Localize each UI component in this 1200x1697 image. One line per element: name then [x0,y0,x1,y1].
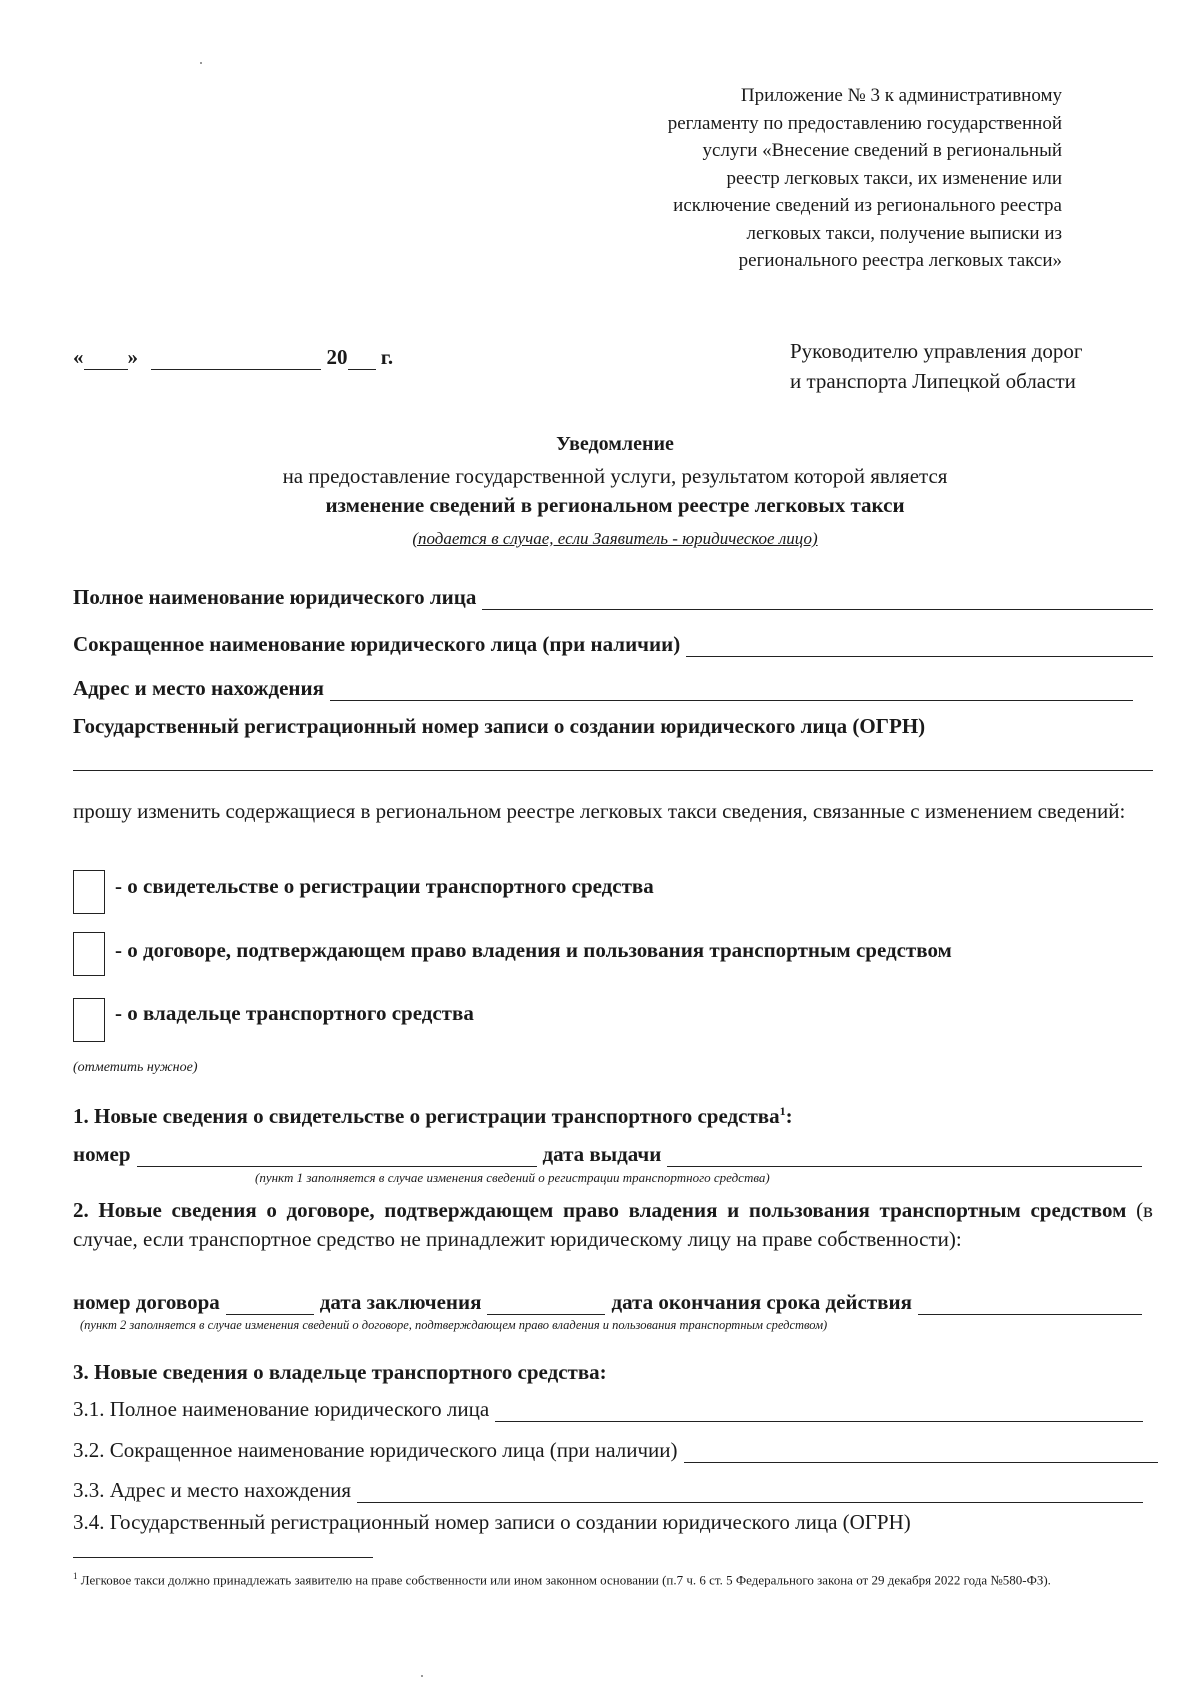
expiry-date-input[interactable] [918,1292,1142,1315]
section1-fields [73,1142,1148,1167]
option-checkbox-owner[interactable] [73,998,105,1042]
option-row [73,998,474,1042]
section1-colon: : [785,1104,793,1128]
appendix-line: реестр легковых такси, их изменение или [726,167,1062,189]
year-blank[interactable] [348,347,376,370]
footnote-ref: 1 [779,1104,786,1118]
short-name-field [73,632,1153,657]
options-note: (отметить нужное) [73,1060,198,1075]
section3-item [73,1397,1143,1422]
section3-item-label: 3.2. Сокращенное наименование юридического лица (при наличии) [73,1438,678,1462]
section3-item [73,1510,1158,1535]
year-suffix: г. [380,345,394,369]
option-row [73,870,654,914]
option-label: - о свидетельстве о регистрации транспортного средства [115,873,654,898]
date-close-quote: » [127,345,138,369]
scan-speck [421,1675,423,1677]
year-prefix: 20 [326,345,348,369]
section2-heading-bold: 2. Новые сведения о договоре, подтверждающем право владения и пользования транспортным средством [73,1198,1127,1222]
date-line [73,345,393,370]
conclusion-date-label: дата заключения [319,1290,482,1314]
request-text: прошу изменить содержащиеся в региональном реестре легковых такси сведения, связанные с изменением сведений: [73,799,1126,823]
addressee-line: Руководителю управления дорог [790,339,1083,363]
contract-number-input[interactable] [226,1292,314,1315]
option-checkbox-registration[interactable] [73,870,105,914]
section1-note: (пункт 1 заполняется в случае изменения сведений о регистрации транспортного средства) [255,1170,770,1185]
address-label: Адрес и место нахождения [73,676,324,700]
conclusion-date-input[interactable] [487,1292,605,1315]
section3-item [73,1478,1143,1503]
appendix-line: услуги «Внесение сведений в региональный [702,140,1062,161]
full-name-label: Полное наименование юридического лица [73,585,477,609]
option-row [73,932,952,976]
appendix-line: регламенту по предоставлению государственной [667,112,1062,134]
ogrn-input[interactable] [73,770,1153,771]
address-field [73,676,1133,701]
day-blank[interactable] [84,347,128,370]
section3-item [73,1438,1158,1463]
addressee [790,336,1083,396]
section2-heading-rest: (в случае, если транспортное средство не принадлежит юридическому лицу на праве собственности): [73,1198,1153,1251]
section3-heading: 3. Новые сведения о владельце транспортного средства: [73,1360,607,1384]
footnote [73,1566,1158,1590]
appendix-line: легковых такси, получение выписки из [746,222,1062,244]
section2-note: (пункт 2 заполняется в случае изменения сведений о договоре, подтверждающем право владения и пользования транспортным средством) [80,1318,828,1332]
appendix-header [542,82,1062,275]
option-label: - о договоре, подтверждающем право владения и пользования транспортным средством [115,937,952,962]
issue-date-label: дата выдачи [542,1142,662,1166]
section2-heading [73,1196,1153,1254]
document-title: Уведомление [556,433,674,455]
section2-fields [73,1290,1148,1315]
title-note [140,529,1090,549]
date-open-quote: « [73,345,84,369]
section3-item-label: 3.1. Полное наименование юридического лица [73,1397,490,1421]
appendix-line: Приложение № 3 к административному [740,85,1062,106]
appendix-line: исключение сведений из регионального реестра [673,195,1062,216]
full-name-input[interactable] [482,587,1153,610]
short-name-label: Сокращенное наименование юридического лица (при наличии) [73,632,681,656]
owner-address-input[interactable] [357,1480,1143,1503]
full-name-field [73,585,1153,610]
ogrn-label: Государственный регистрационный номер записи о создании юридического лица (ОГРН) [73,714,926,738]
title-subtitle: на предоставление государственной услуги, результатом которой является [282,464,948,488]
issue-date-input[interactable] [667,1144,1142,1167]
scan-speck [200,62,202,64]
section3-item-label: 3.3. Адрес и место нахождения [73,1478,351,1502]
title-note-text: (подается в случае, если Заявитель - юридическое лицо) [412,529,818,548]
section1-heading [73,1104,793,1129]
section1-heading-text: 1. Новые сведения о свидетельстве о регистрации транспортного средства [73,1104,780,1128]
expiry-date-label: дата окончания срока действия [611,1290,912,1314]
option-label: - о владельце транспортного средства [115,1000,474,1025]
footnote-text: Легковое такси должно принадлежать заявителю на праве собственности или ином законном основании (п.7 ч. 6 ст. 5 Федерального закона от 29 декабря 2022 года №580-ФЗ). [77,1572,1051,1588]
short-name-input[interactable] [686,634,1153,657]
number-label: номер [73,1142,131,1166]
owner-short-name-input[interactable] [684,1440,1158,1463]
address-input[interactable] [330,678,1133,701]
number-input[interactable] [137,1144,537,1167]
appendix-line: регионального реестра легковых такси» [738,250,1062,271]
addressee-line: и транспорта Липецкой области [790,369,1076,393]
owner-full-name-input[interactable] [495,1399,1143,1422]
option-checkbox-contract[interactable] [73,932,105,976]
contract-number-label: номер договора [73,1290,220,1314]
footnote-separator [73,1557,373,1558]
section3-item-label: 3.4. Государственный регистрационный номер записи о создании юридического лица (ОГРН) [73,1510,911,1534]
title-subject: изменение сведений в региональном реестре легковых такси [325,493,905,517]
footnote-mark: 1 [73,1571,78,1581]
ogrn-field [73,714,1153,739]
month-blank[interactable] [151,347,321,370]
